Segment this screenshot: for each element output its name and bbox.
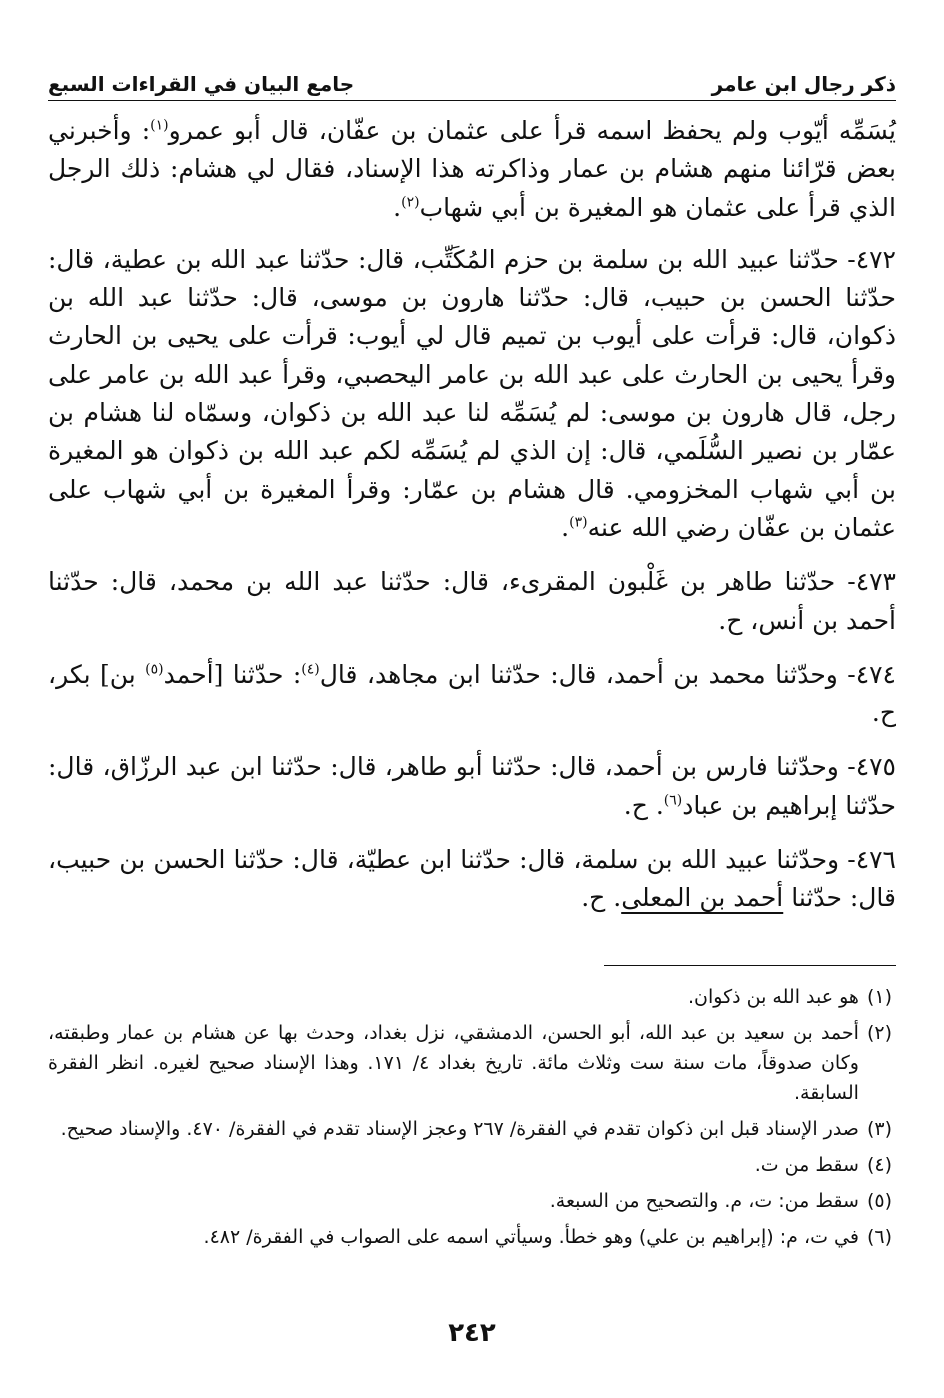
text-span: ٤٧٤- وحدّثنا محمد بن أحمد، قال: حدّثنا ابن مجاهد، قال [319,659,896,689]
footnote-separator [604,965,896,966]
main-text [48,112,896,934]
text-span: : حدّثنا [أحمد [163,659,302,689]
footnote-text: هو عبد الله بن ذكوان. [688,986,859,1008]
footnote-number: (١) [866,986,892,1008]
text-span: . [561,512,570,542]
text-span: ٤٧٢- حدّثنا عبيد الله بن سلمة بن حزم المُكَتِّب، قال: حدّثنا عبد الله بن عطية، قال: حدّثنا الحسن بن حبيب، قال: حدّثنا هارون بن موسى، قال: حدّثنا عبد الله بن ذكوان، قال: قرأت على أيوب بن تميم قال لي أيوب: قرأت على يحيى بن الحارث وقرأ يحيى بن الحارث على عبد الله بن عامر اليحصبي، وقرأ عبد الله بن عامر على رجل، قال هارون بن موسى: لم يُسَمِّه لنا عبد الله بن ذكوان، وسمّاه لنا هشام بن عمّار بن نصير السُّلَمي، قال: إن الذي لم يُسَمِّه لكم عبد الله بن ذكوان هو المغيرة بن أبي شهاب المخزومي. قال هشام بن عمّار: وقرأ المغيرة بن أبي شهاب على عثمان بن عفّان رضي الله عنه [48,244,896,542]
text-span: . ح. [581,883,622,913]
paragraph-continuation [48,112,896,227]
paragraph-474 [48,656,896,733]
footnote-text: صدر الإسناد قبل ابن ذكوان تقدم في الفقرة/ ٢٦٧ وعجز الإسناد تقدم في الفقرة/ ٤٧٠. والإسناد صحيح. [60,1118,859,1140]
text-span: يُسَمِّه أيّوب ولم يحفظ اسمه قرأ على عثمان بن عفّان، قال أبو عمرو [168,116,896,145]
footnote-ref: (١) [150,117,169,134]
footnote-item [48,1114,892,1144]
text-span: ٤٧٣- حدّثنا طاهر بن غَلْبون المقرىء، قال: حدّثنا عبد الله بن محمد، قال: حدّثنا أحمد بن أنس، ح. [48,567,896,635]
chapter-title: ذكر رجال ابن عامر [711,72,896,96]
paragraph-476 [48,841,896,918]
footnote-text: سقط من ت. [754,1154,859,1176]
text-span: : وأخبرني بعض قرّائنا منهم هشام بن عمار وذاكرته هذا الإسناد، فقال لي هشام: ذلك الرجل الذي قرأ على عثمان هو المغيرة بن أبي شهاب [48,116,896,222]
footnote-number: (٤) [866,1154,892,1176]
footnote-text: في ت، م: (إبراهيم بن علي) وهو خطأ. وسيأتي اسمه على الصواب في الفقرة/ ٤٨٢. [203,1226,859,1248]
book-title: جامع البيان في القراءات السبع [48,72,355,96]
footnote-item [48,1222,892,1252]
footnote-ref: (٦) [663,792,683,809]
footnote-ref: (٣) [569,514,588,531]
text-span: ٤٧٦- وحدّثنا عبيد الله بن سلمة، قال: حدّثنا ابن عطيّة، قال: حدّثنا الحسن بن حبيب، قال: حدّثنا [48,845,896,913]
page-number: ٢٤٢ [448,1318,496,1348]
footnote-ref: (٤) [301,661,320,678]
paragraph-473 [48,563,896,640]
footnote-item [48,982,892,1012]
text-span: . [393,192,402,222]
footnote-item [48,1186,892,1216]
underlined-name: أحمد بن المعلى [621,883,784,913]
text-span: بن] بكر، ح. [48,659,896,728]
footnote-text: سقط من: ت، م. والتصحيح من السبعة. [549,1190,859,1212]
footnote-item [48,1018,892,1108]
text-span: ٤٧٥- وحدّثنا فارس بن أحمد، قال: حدّثنا أبو طاهر، قال: حدّثنا ابن عبد الرزّاق، قال: حدّثنا إبراهيم بن عباد [48,752,896,820]
footnote-number: (٥) [866,1190,892,1212]
footnote-text: أحمد بن سعيد بن عبد الله، أبو الحسن، الدمشقي، نزل بغداد، وحدث بها عن هشام بن عمار وطبقته، وكان صدوقاً، مات سنة ست وثلاث مائة. تاريخ بغداد ٤/ ١٧١. وهذا الإسناد صحيح لغيره. انظر الفقرة السابقة. [48,1022,859,1104]
footnote-number: (٣) [866,1118,892,1140]
footnote-number: (٦) [866,1226,892,1248]
paragraph-475 [48,748,896,825]
text-span: . ح. [623,790,664,820]
running-header [48,60,896,101]
footnote-item [48,1150,892,1180]
footnote-ref: (٢) [401,194,420,211]
paragraph-472 [48,241,896,547]
footnote-number: (٢) [866,1022,892,1044]
footnote-ref: (٥) [145,661,164,678]
footnotes [48,982,892,1258]
